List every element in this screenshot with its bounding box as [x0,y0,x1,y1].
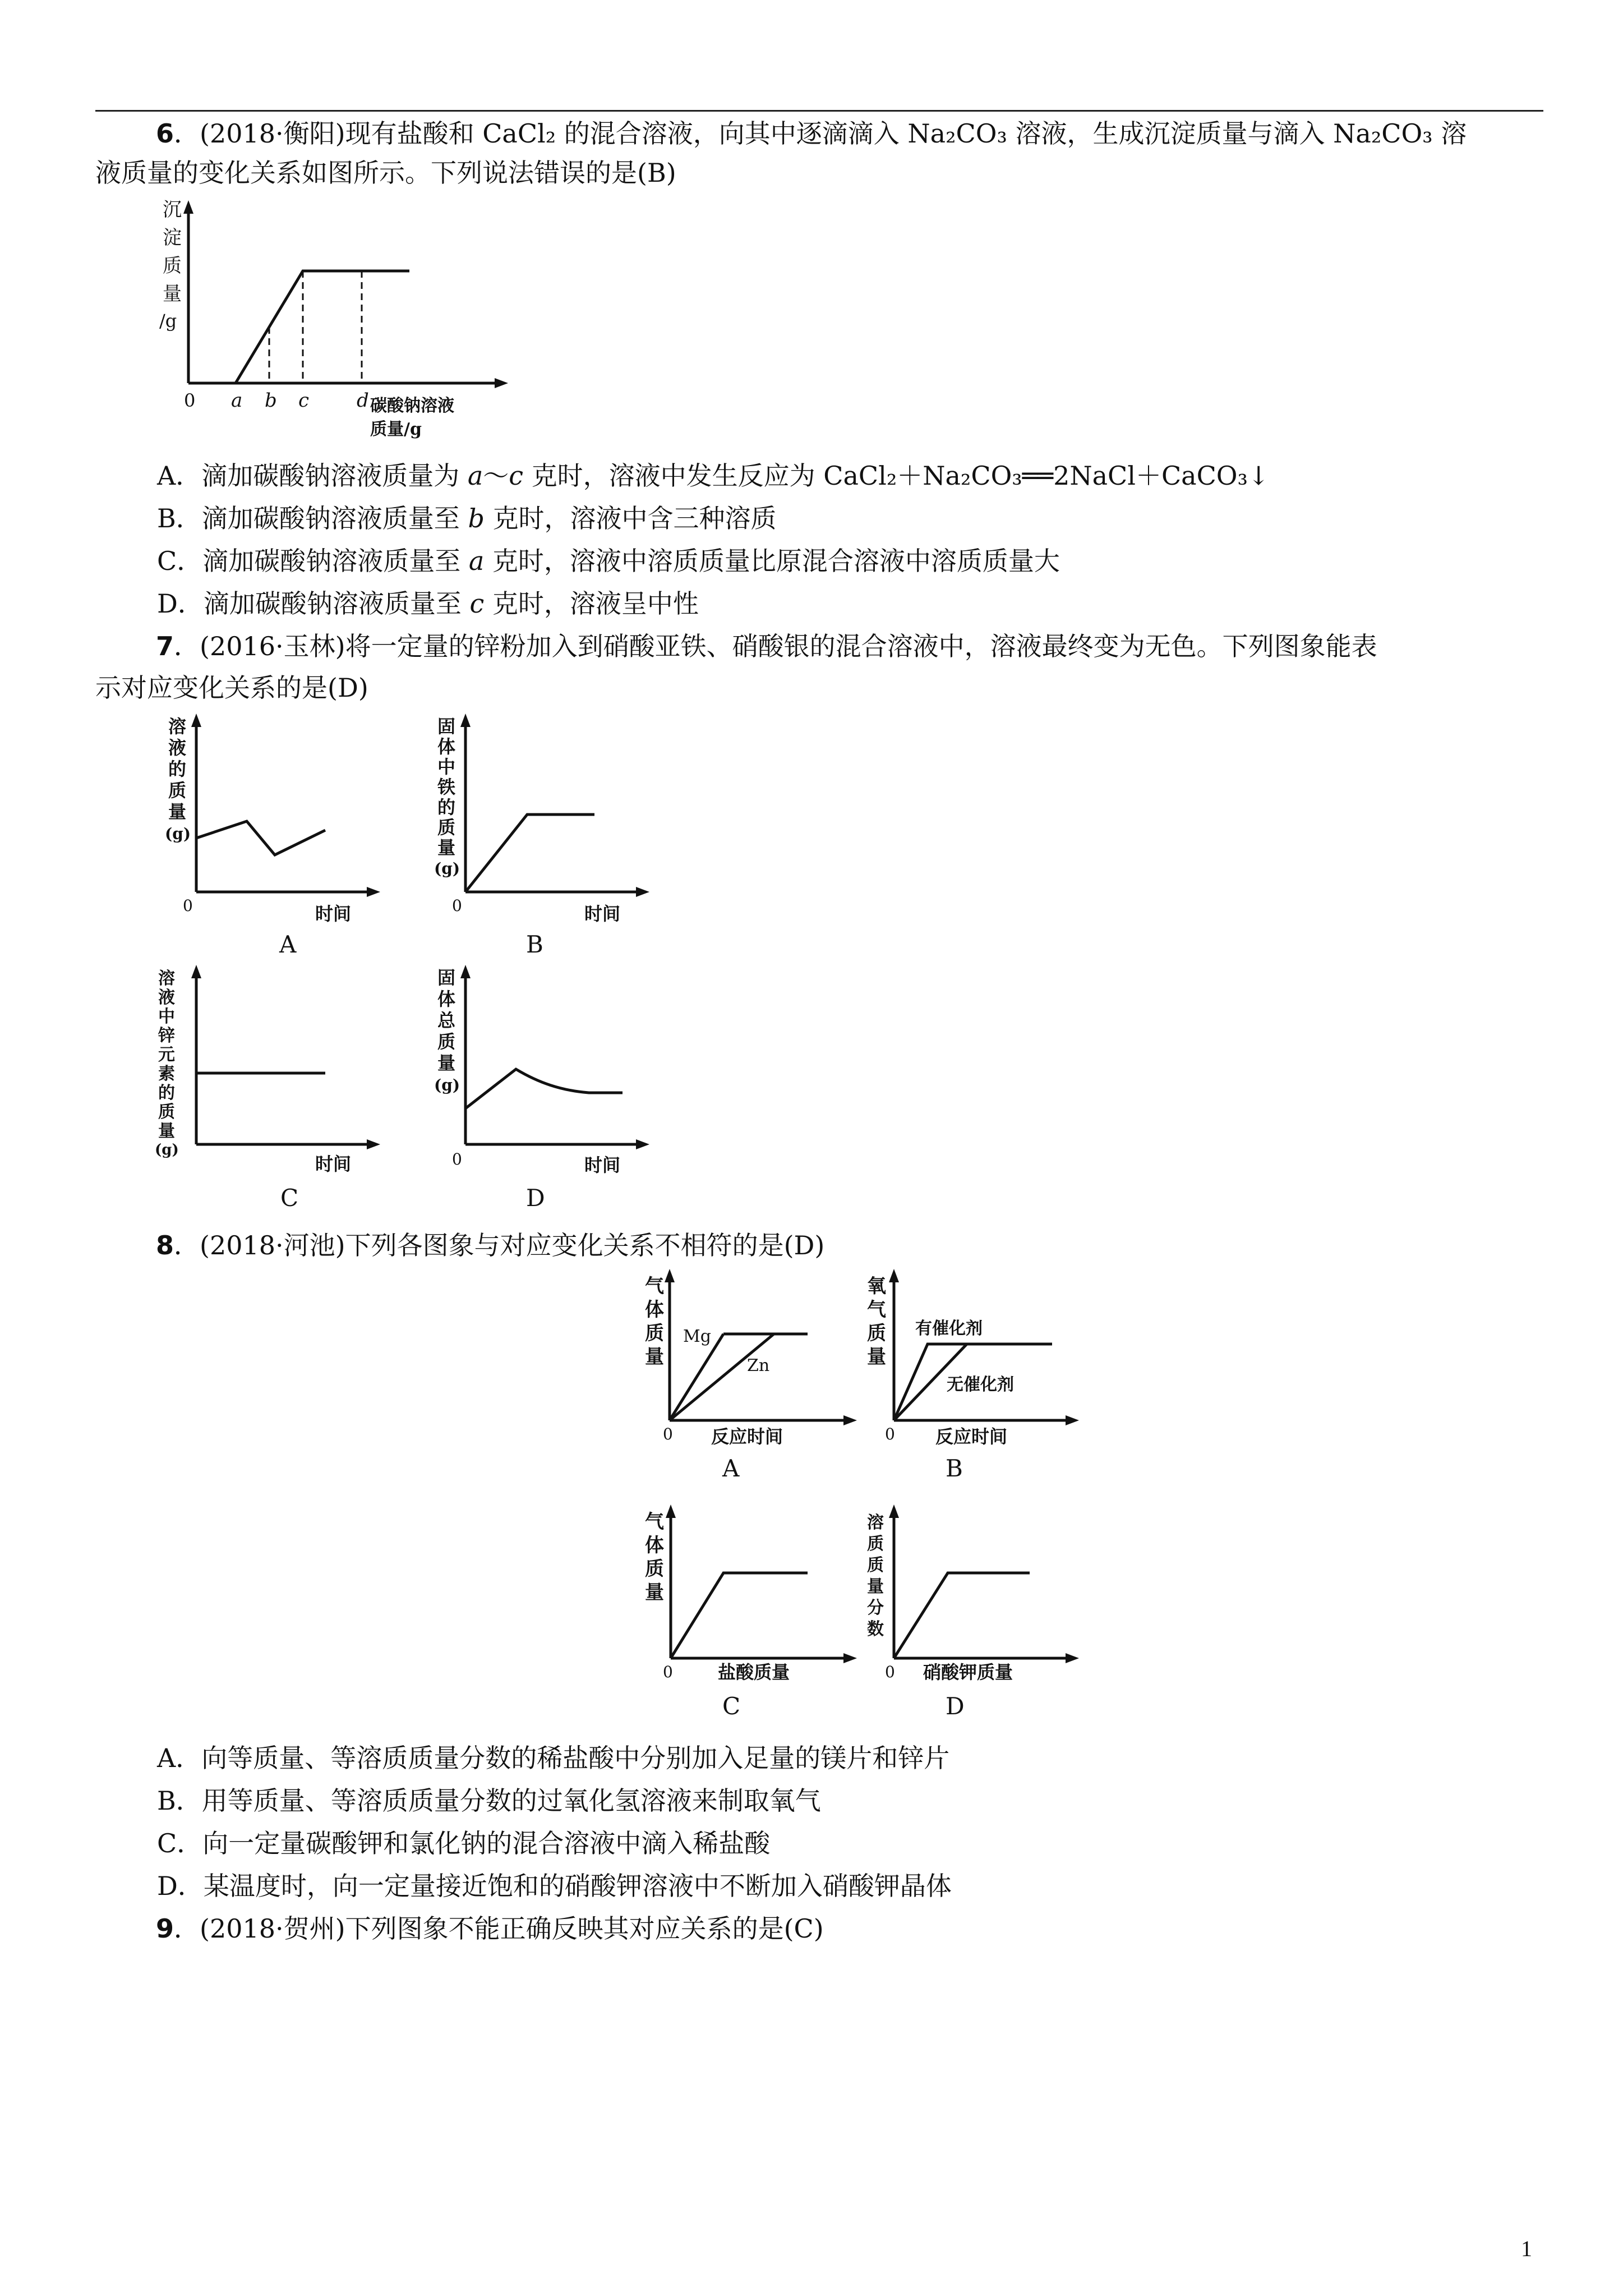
q7a-y-1: 溶 [168,716,187,737]
q7c-y-9: 量 [158,1121,175,1141]
q8c-curve [671,1573,808,1658]
q6-y-label-3: 质 [163,255,182,277]
q6-precipitate-graph [151,199,533,452]
q6-number: 6 [156,118,174,149]
q8a-y-3: 质 [645,1322,664,1345]
q8b-x-arrow [1066,1415,1079,1425]
page-number: 1 [1521,2236,1532,2261]
q7b-y-8: (g) [434,859,460,878]
q6-y-label-1: 沉 [163,199,182,221]
q6-option-c-text: C．滴加碳酸钠溶液质量至 [157,546,469,576]
q6-option-b-rest: 克时，溶液中含三种溶质 [484,503,777,533]
q7d-y-4: 质 [437,1031,456,1052]
q8b-letter: B [946,1455,963,1482]
q6-tick-b: b [265,389,277,412]
q7b-y-6: 质 [437,817,456,838]
q8c-x-arrow [843,1653,857,1663]
q7d-y-3: 总 [437,1010,456,1031]
q6-y-label-5: /g [159,310,177,332]
q8d-y-3: 质 [867,1556,884,1575]
q7d-curve [465,1069,623,1108]
q6-option-b-text: B．滴加碳酸钠溶液质量至 [157,503,468,533]
q8d-letter: D [946,1692,965,1720]
q6-option-a-text: A．滴加碳酸钠溶液质量为 [157,461,468,491]
q7b-x-arrow [636,887,649,897]
q6-option-b-var: b [468,503,485,533]
q7a-x-label: 时间 [315,903,352,924]
q8c-letter: C [722,1692,741,1720]
q7b-y-2: 体 [437,736,456,757]
q8-number: 8 [156,1230,174,1260]
q7d-y-1: 固 [437,967,456,988]
q7-graph-c [151,964,387,1222]
q7-graph-a [163,712,387,959]
q7-stem-line1 [156,629,1377,663]
q8c-y-4: 量 [645,1581,664,1604]
q8d-y-4: 量 [867,1577,884,1596]
q8-option-c: C．向一定量碳酸钾和氯化钠的混合溶液中滴入稀盐酸 [157,1828,771,1858]
q6-stem-text: ．(2018·衡阳)现有盐酸和 CaCl₂ 的混合溶液，向其中逐滴滴入 Na₂CO₃ 溶液，生成沉淀质量与滴入 Na₂CO₃ 溶 [174,118,1467,149]
q8d-y-1: 溶 [867,1513,884,1533]
q6-origin: 0 [184,390,196,411]
q6-option-d-text: D．滴加碳酸钠溶液质量至 [157,588,470,619]
q6-x-label-1: 碳酸钠溶液 [370,396,454,416]
q7a-x-arrow [367,887,380,897]
q7c-y-arrow [191,965,201,978]
q8c-y-1: 气 [645,1511,664,1533]
q6-option-a-rest: 克时，溶液中发生反应为 CaCl₂＋Na₂CO₃══2NaCl＋CaCO₃↓ [523,461,1270,491]
q9-stem-text: ．(2018·贺州)下列图象不能正确反映其对应关系的是(C) [174,1913,824,1944]
q7a-origin: 0 [183,896,193,915]
q7c-y-3: 中 [158,1007,175,1027]
q6-curve [188,271,409,383]
q8a-label-mg: Mg [683,1327,711,1346]
q8-option-d: D．某温度时，向一定量接近饱和的硝酸钾溶液中不断加入硝酸钾晶体 [157,1871,952,1901]
q8d-origin: 0 [885,1663,895,1681]
q8-option-b: B．用等质量、等溶质质量分数的过氧化氢溶液来制取氧气 [157,1786,821,1816]
q6-option-c-rest: 克时，溶液中溶质质量比原混合溶液中溶质质量大 [484,546,1060,576]
q8a-y-arrow [665,1269,675,1282]
q7d-y-arrow [460,965,471,978]
q7c-y-10: (g) [155,1142,179,1158]
q8-stem-line1 [156,1228,824,1262]
q7a-curve [196,821,325,855]
q7d-origin: 0 [452,1150,462,1168]
q7b-y-arrow [460,714,471,727]
q7b-x-label: 时间 [584,903,621,924]
q7b-curve [465,815,594,892]
q7d-y-5: 量 [437,1052,456,1074]
q6-option-d [157,587,699,620]
q6-tick-c: c [298,389,310,412]
q7-graph-d [432,964,656,1222]
q7d-x-arrow [636,1139,649,1149]
q8a-letter: A [722,1455,740,1482]
q8b-y-2: 气 [867,1299,886,1321]
q6-stem-line1 [156,117,1467,150]
q8c-y-2: 体 [645,1534,664,1557]
q7b-letter: B [526,931,543,958]
header-rule [95,110,1543,112]
q8a-y-4: 量 [645,1346,664,1368]
q8d-curve [894,1573,1030,1658]
q6-option-c-var: a [468,546,485,576]
q6-option-c [157,544,1060,578]
q8d-x-arrow [1066,1653,1079,1663]
q8d-y-2: 质 [867,1534,884,1554]
q7d-y-2: 体 [437,988,456,1010]
q7b-y-3: 中 [437,756,456,777]
q7a-y-arrow [191,714,201,727]
q8b-label-catalyst: 有催化剂 [915,1319,983,1338]
q6-x-arrow [495,378,508,388]
q8d-y-5: 分 [867,1598,884,1618]
q7d-letter: D [526,1184,545,1212]
q8b-y-4: 量 [867,1346,886,1368]
q8-graph-d [861,1503,1086,1728]
q6-x-label-2: 质量/g [370,420,422,439]
q7b-y-1: 固 [437,716,456,737]
q8b-y-3: 质 [867,1322,886,1345]
q9-stem-line1 [156,1912,824,1945]
q8a-label-zn: Zn [747,1356,770,1375]
q8a-curve-mg [670,1334,723,1420]
q8d-y-6: 数 [867,1619,884,1639]
q7c-x-label: 时间 [315,1153,352,1175]
q8c-y-3: 质 [645,1558,664,1580]
q7c-y-4: 锌 [158,1026,175,1046]
q7c-y-5: 元 [158,1045,175,1065]
q7a-y-3: 的 [168,758,187,780]
q9-number: 9 [156,1913,174,1944]
q8b-origin: 0 [885,1425,895,1443]
q7a-y-5: 量 [168,801,187,822]
q6-tick-a: a [231,389,243,412]
q6-option-b [157,501,777,535]
q7b-y-5: 的 [437,797,456,818]
q6-option-a-var1: a [467,461,483,491]
q8c-x-label: 盐酸质量 [718,1662,790,1683]
q8b-y-arrow [889,1269,899,1282]
q8a-x-label: 反应时间 [711,1426,783,1447]
q7c-y-7: 的 [158,1083,175,1103]
q7-stem-text: ．(2016·玉林)将一定量的锌粉加入到硝酸亚铁、硝酸银的混合溶液中，溶液最终变为无色。下列图象能表 [174,631,1377,661]
q6-option-d-rest: 克时，溶液呈中性 [484,588,699,619]
q8a-y-2: 体 [645,1299,664,1321]
q7c-y-1: 溶 [158,969,175,988]
q8a-x-arrow [843,1415,857,1425]
q6-option-a [157,459,1269,493]
q6-option-d-var: c [469,588,485,619]
q8b-y-1: 氧 [867,1275,886,1297]
q6-option-a-var2: c [509,461,524,491]
q7b-y-4: 铁 [437,776,456,798]
q7c-y-8: 质 [158,1102,175,1122]
q7c-y-6: 素 [158,1064,175,1084]
q7c-letter: C [280,1184,299,1212]
q6-y-label-4: 量 [163,283,182,305]
q7-number: 7 [156,631,174,661]
q8d-y-arrow [889,1504,899,1518]
q6-y-label-2: 淀 [163,227,182,249]
q7c-y-2: 液 [158,988,175,1007]
q8-graph-b [861,1268,1086,1492]
q8b-x-label: 反应时间 [935,1426,1008,1447]
q8-graph-c [639,1503,864,1728]
q7-graph-b [432,712,656,959]
q7a-y-4: 质 [168,780,187,801]
q7a-letter: A [279,931,297,958]
q7c-x-arrow [367,1139,380,1149]
q7d-y-6: (g) [434,1076,460,1094]
q8c-origin: 0 [663,1663,673,1681]
q8-option-a: A．向等质量、等溶质质量分数的稀盐酸中分别加入足量的镁片和锌片 [157,1743,950,1773]
q8b-label-no-catalyst: 无催化剂 [947,1375,1014,1395]
q7a-y-2: 液 [168,737,187,758]
q7a-y-6: (g) [165,825,191,843]
q7d-x-label: 时间 [584,1154,621,1176]
q6-y-arrow [183,200,193,214]
q8a-curve-zn [670,1334,774,1420]
q6-option-a-tilde: ～ [483,461,509,491]
q7b-origin: 0 [452,896,462,915]
q8d-x-label: 硝酸钾质量 [923,1662,1013,1683]
q7b-y-7: 量 [437,837,456,858]
q6-stem-line2: 液质量的变化关系如图所示。下列说法错误的是(B) [95,158,676,188]
q8c-y-arrow [666,1504,676,1518]
q8-graph-a [639,1268,864,1492]
q8a-y-1: 气 [645,1275,664,1297]
q7-stem-line2: 示对应变化关系的是(D) [95,673,368,703]
q8-stem-text: ．(2018·河池)下列各图象与对应变化关系不相符的是(D) [174,1230,825,1260]
q6-tick-d: d [357,389,369,412]
q8a-origin: 0 [663,1425,673,1443]
